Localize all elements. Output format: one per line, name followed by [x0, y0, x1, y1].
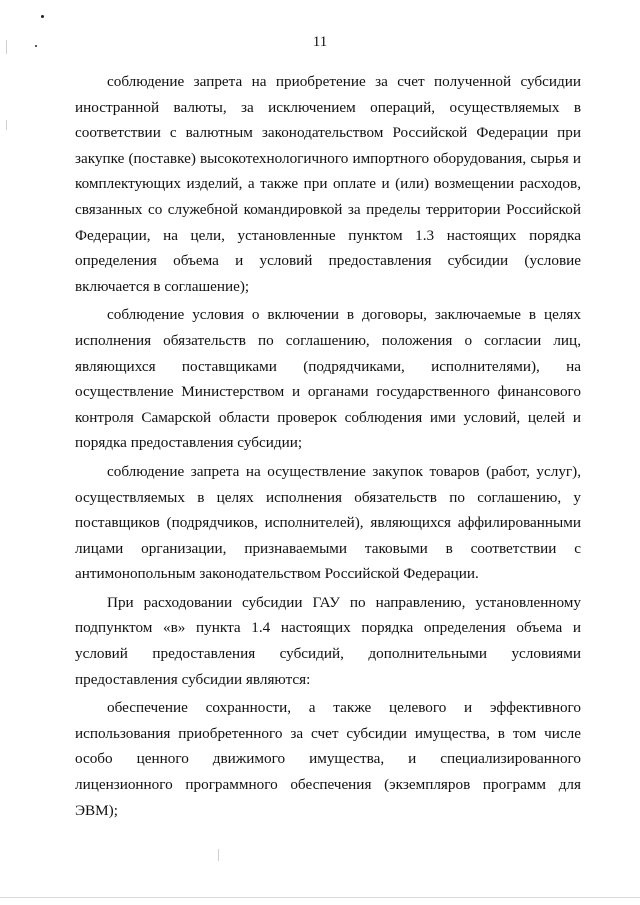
paragraph: соблюдение запрета на осуществление закупок товаров (работ, услуг), осуществляемых в целях исполнения обязательств по соглашению, у поставщиков (подрядчиков, исполнителей), являющихся аффилированными лицами организации, признаваемыми таковыми в соответствии с антимонопольным законодательством Российской Федерации. [75, 462, 581, 583]
page-number: 11 [312, 34, 328, 50]
document-body [75, 69, 581, 823]
scan-edge-mark [6, 120, 7, 130]
paragraph: обеспечение сохранности, а также целевого и эффективного использования приобретенного за счет субсидии имущества, в том числе особо ценного движимого имущества, и специализированного лицензионного программного обеспечения (экземпляров программ для ЭВМ); [75, 699, 581, 819]
paragraph: При расходовании субсидии ГАУ по направлению, установленному подпунктом «в» пункта 1.4 настоящих порядка определения объема и условий предоставления субсидий, дополнительными условиями предоставления субсидии являются: [75, 593, 581, 688]
scan-speck [41, 15, 44, 18]
paragraph: соблюдение запрета на приобретение за счет полученной субсидии иностранной валюты, за исключением операций, осуществляемых в соответствии с валютным законодательством Российской Федерации при закупке (поставке) высокотехнологичного импортного оборудования, сырья и комплектующих изделий, а также при оплате и (или) возмещении расходов, связанных со служебной командировкой за пределы территории Российской Федерации, на цели, установленные пунктом 1.3 настоящих порядка определения объема и условий предоставления субсидии (условие включается в соглашение); [75, 73, 581, 295]
scan-edge-mark [218, 849, 219, 861]
scan-bottom-edge [0, 897, 640, 898]
paragraph: соблюдение условия о включении в договоры, заключаемые в целях исполнения обязательств по соглашению, положения о согласии лиц, являющихся поставщиками (подрядчиками, исполнителями), на осуществление Министерством и органами государственного финансового контроля Самарской области проверок соблюдения ими условий, целей и порядка предоставления субсидии; [75, 306, 581, 452]
